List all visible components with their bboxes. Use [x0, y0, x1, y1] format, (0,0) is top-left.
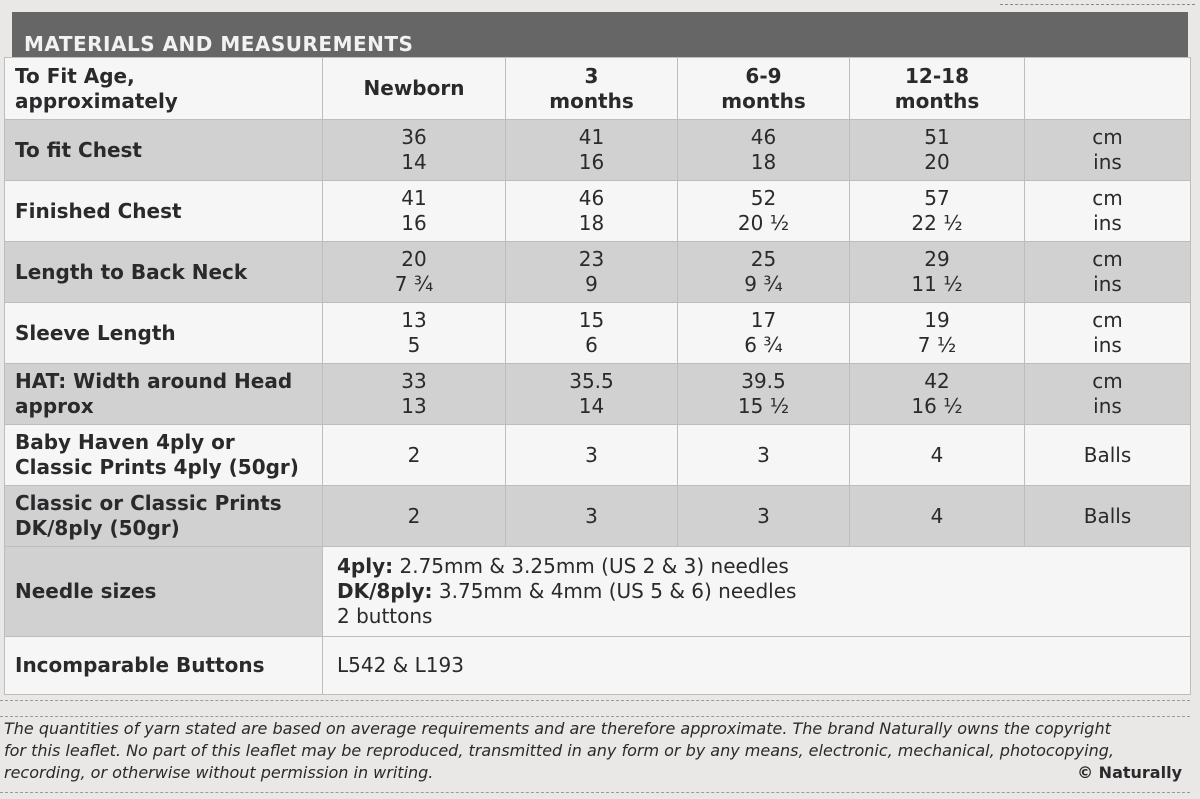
value-cell	[323, 364, 506, 425]
cell-line: 29	[924, 247, 950, 271]
cell-line: 41	[578, 125, 605, 149]
cell-line: 3	[585, 442, 598, 467]
table-header-row	[5, 58, 1191, 120]
cell-line: approximately	[15, 88, 178, 113]
cell-line: 12-18	[905, 63, 969, 88]
cell-line: 52	[750, 186, 777, 210]
cell-line: ins	[1093, 394, 1122, 418]
row-label	[5, 181, 323, 242]
needle-line-dk-label: DK/8ply:	[337, 579, 433, 603]
cell-line: Classic Prints 4ply (50gr)	[15, 455, 299, 479]
cell-line: approx	[15, 394, 94, 418]
row-label	[5, 425, 323, 486]
unit-cell	[1025, 425, 1191, 486]
cell-line: Length to Back Neck	[15, 259, 248, 284]
value-cell	[850, 364, 1025, 425]
footer-line-3: recording, or otherwise without permission in writing.	[4, 763, 434, 782]
value-cell	[506, 303, 678, 364]
cell-line: 14	[578, 394, 605, 418]
cell-line: 18	[578, 211, 605, 235]
cell-line: 23	[578, 247, 605, 271]
value-cell	[323, 486, 506, 547]
cell-line: 14	[401, 150, 427, 174]
cell-line: Newborn	[363, 76, 465, 100]
footer-line-2: for this leaflet. No part of this leaflet may be reproduced, transmitted in any form or by any means, electronic, mechanical, photocopying,	[4, 741, 1114, 760]
value-cell	[323, 181, 506, 242]
footer-line-1: The quantities of yarn stated are based on average requirements and are therefore approximate. The brand Naturally owns the copyright	[4, 719, 1111, 738]
cell-line: Balls	[1083, 442, 1132, 467]
cell-line: To fit Chest	[15, 137, 142, 162]
value-cell	[678, 120, 850, 181]
cell-line: 4	[930, 503, 944, 528]
value-cell	[323, 242, 506, 303]
cell-line: 4	[930, 442, 944, 467]
row-label	[5, 58, 323, 120]
cell-line: ins	[1093, 211, 1122, 235]
cell-line: 41	[401, 186, 427, 210]
unit-cell	[1025, 181, 1191, 242]
cell-line: months	[894, 88, 980, 113]
cell-line: 42	[924, 369, 950, 393]
cell-line: 9 ¾	[744, 272, 783, 296]
cell-line: 20	[924, 150, 950, 174]
size-header	[678, 58, 850, 120]
cell-line: 19	[924, 308, 950, 332]
cell-line: 20	[401, 247, 427, 271]
value-cell	[850, 425, 1025, 486]
table-row	[5, 181, 1191, 242]
value-cell	[850, 242, 1025, 303]
cell-line: 13	[401, 394, 427, 418]
value-cell	[678, 181, 850, 242]
value-cell	[506, 364, 678, 425]
cell-line: ins	[1093, 150, 1122, 174]
size-header	[506, 58, 678, 120]
unit-header	[1025, 58, 1191, 120]
cell-line: 9	[585, 272, 598, 296]
cell-line: months	[549, 88, 634, 113]
value-cell	[506, 425, 678, 486]
cell-line: 6 ¾	[744, 333, 783, 357]
cell-line: 5	[407, 333, 421, 357]
cell-line: 3	[757, 503, 770, 528]
row-label	[5, 242, 323, 303]
buttons-row	[5, 637, 1191, 695]
needle-line-4ply	[337, 554, 1190, 579]
cell-line: 51	[924, 125, 950, 149]
cell-line: 36	[401, 125, 427, 149]
cell-line: 39.5	[741, 369, 786, 393]
cell-line: cm	[1092, 308, 1123, 332]
cut-line	[0, 700, 1190, 701]
value-cell	[678, 425, 850, 486]
cell-line: Sleeve Length	[15, 320, 176, 345]
buttons-value: L542 & L193	[323, 637, 1191, 695]
value-cell	[850, 303, 1025, 364]
cell-line: cm	[1092, 125, 1123, 149]
table-row	[5, 364, 1191, 425]
value-cell	[506, 486, 678, 547]
cell-line: cm	[1092, 369, 1123, 393]
cell-line: 16 ½	[911, 394, 963, 418]
copyright-mark: © Naturally	[1077, 763, 1182, 782]
cell-line: Baby Haven 4ply or	[15, 430, 235, 454]
cut-line	[0, 716, 1190, 717]
row-label	[5, 486, 323, 547]
needle-sizes-value	[323, 547, 1191, 637]
cell-line: cm	[1092, 247, 1123, 271]
table-row	[5, 242, 1191, 303]
value-cell	[506, 120, 678, 181]
cell-line: 3	[585, 503, 598, 528]
cell-line: 16	[401, 211, 427, 235]
copyright-notice	[4, 718, 1190, 784]
value-cell	[678, 486, 850, 547]
row-label: Needle sizes	[5, 547, 323, 637]
cell-line: 3	[757, 442, 770, 467]
value-cell	[323, 425, 506, 486]
row-label	[5, 364, 323, 425]
cell-line: 6-9	[745, 63, 782, 88]
cell-line: 22 ½	[911, 211, 963, 235]
cell-line: HAT: Width around Head	[15, 369, 293, 393]
cell-line: 11 ½	[911, 272, 963, 296]
cell-line: 57	[924, 186, 950, 210]
unit-cell	[1025, 120, 1191, 181]
cell-line: 16	[578, 150, 605, 174]
cell-line: 35.5	[569, 369, 614, 393]
section-title: MATERIALS AND MEASUREMENTS	[24, 32, 414, 56]
cell-line: To Fit Age,	[15, 63, 135, 88]
row-label: Incomparable Buttons	[5, 637, 323, 695]
cell-line: 13	[401, 308, 427, 332]
cell-line: 7 ¾	[394, 272, 434, 296]
needle-line-4ply-label: 4ply:	[337, 554, 394, 578]
cell-line: 7 ½	[917, 333, 957, 357]
needle-line-dk	[337, 579, 1190, 604]
cell-line: 46	[578, 186, 605, 210]
unit-cell	[1025, 486, 1191, 547]
cut-line-bottom	[0, 792, 1190, 793]
cut-line-top	[1000, 4, 1195, 5]
cell-line: 20 ½	[737, 211, 790, 235]
cell-line: ins	[1093, 272, 1122, 296]
cell-line: 17	[750, 308, 777, 332]
cell-line: Finished Chest	[15, 198, 182, 223]
value-cell	[506, 181, 678, 242]
needle-line-buttons: 2 buttons	[337, 604, 433, 628]
measurements-table	[4, 57, 1191, 695]
table-row	[5, 486, 1191, 547]
unit-cell	[1025, 242, 1191, 303]
value-cell	[323, 120, 506, 181]
needle-sizes-row	[5, 547, 1191, 637]
cell-line: 25	[750, 247, 777, 271]
value-cell	[850, 181, 1025, 242]
size-header	[323, 58, 506, 120]
cell-line: 2	[407, 503, 421, 528]
needle-line-4ply-text: 2.75mm & 3.25mm (US 2 & 3) needles	[393, 554, 789, 578]
cell-line: 15 ½	[737, 394, 790, 418]
cell-line: 46	[750, 125, 777, 149]
cell-line: DK/8ply (50gr)	[15, 516, 180, 540]
row-label	[5, 120, 323, 181]
value-cell	[678, 242, 850, 303]
row-label	[5, 303, 323, 364]
cell-line: months	[721, 88, 806, 113]
unit-cell	[1025, 364, 1191, 425]
value-cell	[323, 303, 506, 364]
size-header	[850, 58, 1025, 120]
section-header-bar	[12, 12, 1188, 57]
table-row	[5, 120, 1191, 181]
cell-line: Classic or Classic Prints	[15, 491, 282, 515]
cell-line: ins	[1093, 333, 1122, 357]
table-row	[5, 303, 1191, 364]
value-cell	[850, 486, 1025, 547]
cell-line: 33	[401, 369, 427, 393]
needle-line-dk-text: 3.75mm & 4mm (US 5 & 6) needles	[432, 579, 797, 603]
value-cell	[506, 242, 678, 303]
cell-line: 2	[407, 442, 421, 467]
value-cell	[678, 303, 850, 364]
table-row	[5, 425, 1191, 486]
unit-cell	[1025, 303, 1191, 364]
value-cell	[850, 120, 1025, 181]
cell-line: cm	[1092, 186, 1123, 210]
cell-line: Balls	[1083, 503, 1132, 528]
cell-line: 18	[750, 150, 777, 174]
value-cell	[678, 364, 850, 425]
cell-line: 6	[585, 333, 598, 357]
cell-line: 15	[578, 308, 605, 332]
cell-line: 3	[584, 63, 599, 88]
